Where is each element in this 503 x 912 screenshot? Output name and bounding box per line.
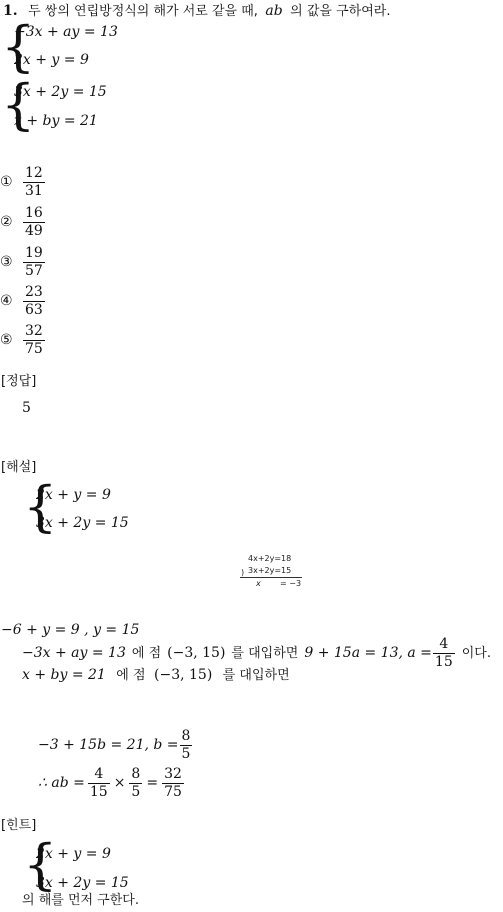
- system1-brace: {: [1, 15, 36, 78]
- hint-label: [힌트]: [1, 818, 37, 833]
- choice-fraction: $\frac{23}{63}$: [25, 283, 43, 318]
- step3-text-post: 를 대입하면: [222, 668, 290, 683]
- step2-result: 9 + 15a = 13, a =: [304, 645, 432, 661]
- step2-text: 에 점: [131, 645, 162, 661]
- explanation-label: [해설]: [1, 460, 37, 475]
- hint-eq2: 3x + 2y = 15: [36, 875, 129, 891]
- step3-text: 에 점: [116, 668, 146, 683]
- question-text-end: 의 값을 구하여라.: [290, 4, 391, 19]
- step5-equals: =: [146, 775, 159, 791]
- step5-fraction-1: $\frac{4}{15}$: [89, 765, 108, 800]
- choice-2[interactable]: [0, 204, 46, 240]
- answer-label: [정답]: [1, 374, 37, 389]
- figure-rule: [240, 577, 302, 578]
- choice-mark: ②: [0, 214, 13, 230]
- choice-fraction: $\frac{12}{31}$: [25, 164, 43, 199]
- choice-1[interactable]: [0, 164, 46, 200]
- hint-brace: {: [23, 833, 58, 896]
- explanation-step4: [38, 727, 193, 763]
- step5-lhs: ∴ ab =: [38, 775, 85, 791]
- step3-point: (−3, 15): [154, 667, 213, 683]
- elimination-figure: [236, 555, 306, 593]
- figure-line2-left: ): [241, 568, 245, 577]
- system1-eq1: −3x + ay = 13: [14, 24, 118, 40]
- choice-fraction: $\frac{16}{49}$: [25, 204, 43, 239]
- figure-line2: 3x+2y=15: [248, 566, 292, 575]
- figure-line1: 4x+2y=18: [248, 554, 292, 563]
- figure-line3-left: x: [256, 579, 261, 588]
- question-header: [3, 4, 390, 18]
- explanation-step2: [22, 636, 491, 670]
- choice-5[interactable]: [0, 322, 46, 358]
- explanation-brace: {: [23, 475, 58, 538]
- choice-mark: ③: [0, 254, 13, 270]
- hint-text: 의 해를 먼저 구한다.: [22, 893, 139, 908]
- step2-point: (−3, 15): [167, 645, 226, 661]
- choice-fraction: $\frac{19}{57}$: [25, 244, 43, 279]
- explanation-step3: [22, 668, 290, 682]
- system2-eq2: x + by = 21: [14, 113, 98, 129]
- step2-end: 이다.: [461, 645, 491, 661]
- choice-fraction: $\frac{32}{75}$: [25, 322, 43, 357]
- choice-4[interactable]: [0, 283, 46, 319]
- explanation-step5: [38, 765, 185, 801]
- choice-3[interactable]: [0, 244, 46, 280]
- system2-brace: {: [1, 73, 36, 136]
- answer-value: 5: [22, 400, 31, 416]
- step3-equation: x + by = 21: [22, 667, 106, 683]
- explanation-eq2: 3x + 2y = 15: [36, 515, 129, 531]
- system2-eq1: 3x + 2y = 15: [14, 84, 107, 100]
- system1-eq2: 2x + y = 9: [14, 52, 89, 68]
- explanation-eq1: 2x + y = 9: [36, 487, 111, 503]
- step5-fraction-3: $\frac{32}{75}$: [164, 765, 182, 800]
- step2-text-post: 를 대입하면: [231, 645, 299, 661]
- figure-line3-right: = −3: [280, 579, 302, 588]
- step2-fraction: $\frac{4}{15}$: [434, 635, 453, 670]
- question-var-ab: ab: [265, 3, 283, 19]
- step4-fraction: $\frac{8}{5}$: [181, 727, 191, 762]
- step4-result: −3 + 15b = 21, b =: [38, 737, 179, 753]
- question-text: 두 쌍의 연립방정식의 해가 서로 같을 때,: [28, 4, 258, 19]
- hint-eq1: 2x + y = 9: [36, 846, 111, 862]
- choice-mark: ⑤: [0, 332, 13, 348]
- question-number: 1.: [3, 3, 18, 19]
- choice-mark: ①: [0, 174, 13, 190]
- step2-equation: −3x + ay = 13: [22, 645, 126, 661]
- choice-mark: ④: [0, 293, 13, 309]
- explanation-step1: −6 + y = 9 , y = 15: [1, 622, 140, 638]
- step5-times: ×: [113, 775, 126, 791]
- step5-fraction-2: $\frac{8}{5}$: [131, 765, 141, 800]
